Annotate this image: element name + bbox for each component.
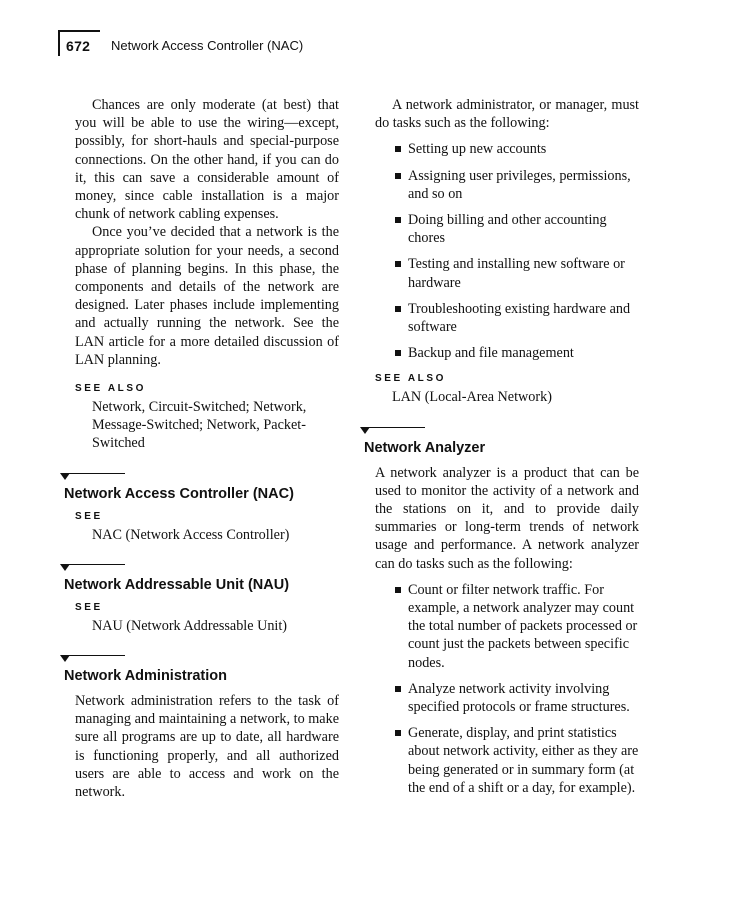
page-number: 672	[66, 38, 91, 54]
entry-title: Network Addressable Unit (NAU)	[64, 576, 290, 593]
bullet-icon	[395, 587, 401, 593]
triangle-icon	[60, 564, 70, 571]
list-item: Backup and file management	[364, 344, 639, 362]
list-item: Troubleshooting existing hardware and software	[364, 300, 639, 336]
list-item: Count or filter network traffic. For example, a network analyzer may count the total number of packets processed or count just the packets between specific nodes.	[364, 581, 639, 672]
paragraph: Once you’ve decided that a network is the appropriate solution for your needs, a second phase of planning begins. In this phase, the components and details of the network are designed. Later phases include implementing and actually running the network. See the LAN article for a more detailed discussion of LAN planning.	[75, 224, 339, 368]
see-text: NAC (Network Access Controller)	[92, 526, 290, 543]
see-label: SEE	[75, 601, 103, 613]
triangle-icon	[360, 427, 370, 434]
entry-nac	[64, 473, 339, 544]
entry-marker	[64, 655, 339, 665]
entry-marker	[64, 473, 339, 483]
see-also-text: LAN (Local-Area Network)	[392, 389, 552, 406]
list-item: Testing and installing new software or hardware	[364, 255, 639, 291]
entry-title: Network Administration	[64, 668, 228, 685]
paragraph: Network administration refers to the task of managing and maintaining a network, to make sure all programs are up to date, all hardware is functioning properly, and all authorized users are able to access and work on the network.	[75, 693, 339, 801]
entry-title: Network Analyzer	[364, 439, 486, 456]
bullet-icon	[395, 686, 401, 692]
running-head: Network Access Controller (NAC)	[111, 38, 304, 53]
header-rule-vertical	[58, 30, 60, 56]
header-rule-horizontal	[58, 30, 100, 32]
analyzer-task-list	[364, 581, 639, 797]
list-item: Doing billing and other accounting chores	[364, 211, 639, 247]
see-text: NAU (Network Addressable Unit)	[92, 617, 288, 634]
bullet-icon	[395, 730, 401, 736]
right-column	[364, 96, 639, 805]
list-item: Setting up new accounts	[364, 140, 639, 158]
bullet-icon	[395, 217, 401, 223]
bullet-icon	[395, 173, 401, 179]
entry-marker	[64, 564, 339, 574]
list-item: Analyze network activity involving specified protocols or frame structures.	[364, 680, 639, 716]
see-also-label: SEE ALSO	[75, 383, 146, 395]
triangle-icon	[60, 473, 70, 480]
see-also-label: SEE ALSO	[375, 373, 446, 385]
paragraph: A network analyzer is a product that can be used to monitor the activity of a network and the stations on it, and to provide daily summaries or long-term trends of network usage and performance. A network analyzer can do tasks such as the following:	[375, 464, 639, 572]
bullet-icon	[395, 350, 401, 356]
admin-task-list	[364, 140, 639, 362]
paragraph: A network administrator, or manager, must do tasks such as the following:	[375, 97, 639, 132]
entry-network-analyzer	[364, 427, 639, 797]
bullet-icon	[395, 261, 401, 267]
list-item: Assigning user privileges, permissions, and so on	[364, 167, 639, 203]
entry-title: Network Access Controller (NAC)	[64, 485, 294, 502]
left-column	[64, 96, 339, 801]
see-label: SEE	[75, 510, 103, 522]
entry-nau	[64, 564, 339, 635]
entry-network-administration	[64, 655, 339, 801]
see-also-text: Network, Circuit-Switched; Network, Message-Switched; Network, Packet-Switched	[92, 399, 307, 452]
entry-marker	[364, 427, 639, 437]
list-item: Generate, display, and print statistics about network activity, either as they are being generated or in summary form (at the end of a shift or a day, for example).	[364, 724, 639, 797]
bullet-icon	[395, 146, 401, 152]
triangle-icon	[60, 655, 70, 662]
paragraph: Chances are only moderate (at best) that you will be able to use the wiring—except, possibly, for short-hauls and special-purpose connections. On the other hand, if you can do it, this can save a considerable amount of money, since cable installation is a major chunk of network cabling expenses.	[75, 97, 339, 223]
bullet-icon	[395, 306, 401, 312]
